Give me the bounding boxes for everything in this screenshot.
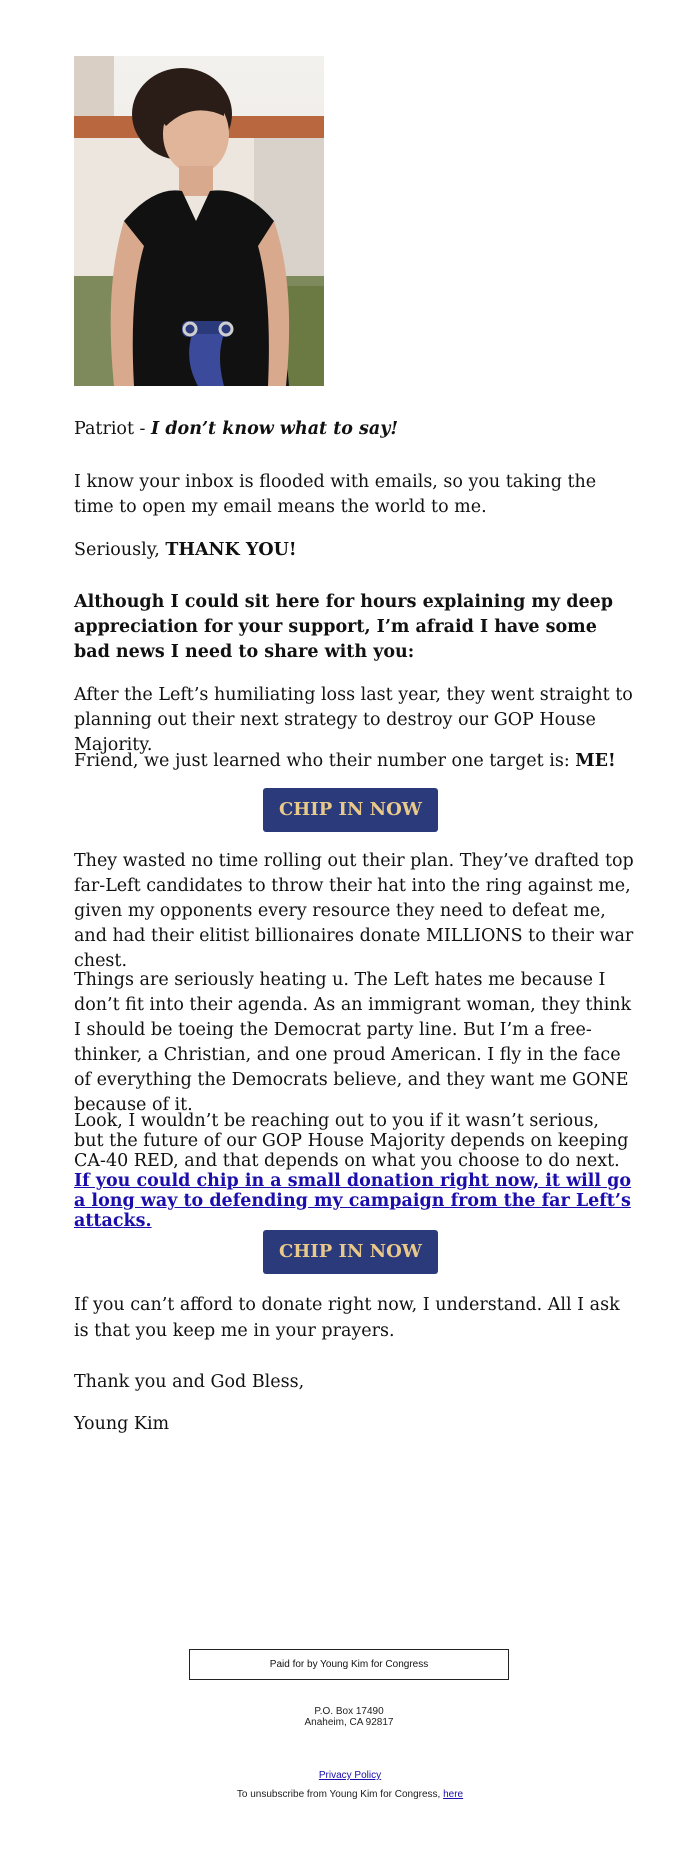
chip-in-button-1[interactable]: CHIP IN NOW: [263, 788, 438, 832]
appeal-lead: Look, I wouldn’t be reaching out to you if it wasn’t serious, but the future of our GOP House Majority depends on keeping CA-40 RED, and that depends on what you choose to do next.: [74, 1111, 629, 1171]
privacy-row: [0, 1770, 700, 1781]
chip-in-button-2[interactable]: CHIP IN NOW: [263, 1230, 438, 1274]
greeting-name: Patriot -: [74, 419, 146, 439]
paragraph-target: [74, 749, 634, 774]
paragraph-thanks: [74, 538, 634, 563]
candidate-photo: [74, 56, 324, 386]
donate-link[interactable]: If you could chip in a small donation right now, it will go a long way to defending my campaign from the far Left’s attacks.: [74, 1171, 632, 1231]
paid-for-disclaimer: Paid for by Young Kim for Congress: [189, 1649, 509, 1680]
unsubscribe-row: [0, 1789, 700, 1800]
paragraph-inbox: I know your inbox is flooded with emails, so you taking the time to open my email means the world to me.: [74, 472, 597, 517]
target-lead: Friend, we just learned who their number one target is:: [74, 751, 570, 771]
paragraph-appreciation: Although I could sit here for hours explaining my deep appreciation for your support, I’m afraid I have some bad news I need to share with you:: [74, 592, 613, 662]
greeting: [74, 417, 634, 442]
po-box: P.O. Box 17490: [314, 1706, 384, 1717]
paragraph-appeal: [74, 1111, 634, 1231]
unsubscribe-text: To unsubscribe from Young Kim for Congress,: [236, 1789, 441, 1800]
paragraph-left-strategy: After the Left’s humiliating loss last year, they went straight to planning out their next strategy to destroy our GOP House Majority.: [74, 685, 633, 755]
privacy-policy-link[interactable]: Privacy Policy: [318, 1770, 382, 1781]
signoff: Thank you and God Bless,: [74, 1372, 305, 1392]
paragraph-heating: Things are seriously heating u. The Left hates me because I don’t fit into their agenda. As an immigrant woman, they think I should be toeing the Democrat party line. But I’m a free-thinker, a Christian, and one proud American. I fly in the face of everything the Democrats believe, and they want me GONE because of it.: [74, 970, 632, 1115]
signature: Young Kim: [74, 1414, 170, 1434]
thanks-lead: Seriously,: [74, 540, 160, 560]
paragraph-prayers: If you can’t afford to donate right now, I understand. All I ask is that you keep me in your prayers.: [74, 1295, 620, 1341]
paragraph-plan: They wasted no time rolling out their plan. They’ve drafted top far-Left candidates to throw their hat into the ring against me, given my opponents every resource they need to defeat me, and had their elitist billionaires donate MILLIONS to their war chest.: [74, 851, 634, 971]
thanks-bold: THANK YOU!: [165, 540, 297, 560]
target-bold: ME!: [575, 751, 616, 771]
greeting-headline: I don’t know what to say!: [151, 419, 399, 439]
city-state-zip: Anaheim, CA 92817: [304, 1717, 394, 1728]
unsubscribe-link[interactable]: here: [443, 1789, 464, 1800]
